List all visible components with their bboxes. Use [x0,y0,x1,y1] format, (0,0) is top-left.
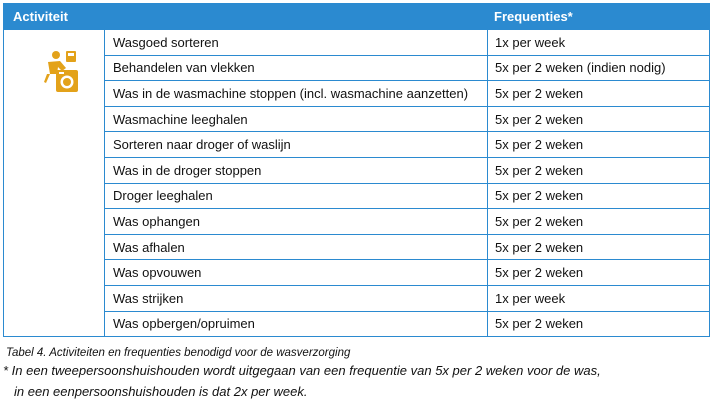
table-row [4,55,710,81]
task-cell: Droger leeghalen [105,183,488,209]
frequency-cell: 5x per 2 weken [488,209,710,235]
task-cell: Was opvouwen [105,260,488,286]
table-row [4,81,710,107]
frequency-cell: 1x per week [488,285,710,311]
footnote-line-2: in een eenpersoonshuishouden is dat 2x per week. [14,384,308,399]
table-row [4,106,710,132]
table-row [4,234,710,260]
task-cell: Wasgoed sorteren [105,30,488,56]
frequency-cell: 5x per 2 weken (indien nodig) [488,55,710,81]
frequency-cell: 5x per 2 weken [488,132,710,158]
frequency-cell: 5x per 2 weken [488,260,710,286]
table-row [4,285,710,311]
table-header-row [4,4,710,30]
header-activity: Activiteit [4,4,488,30]
frequency-cell: 5x per 2 weken [488,234,710,260]
task-cell: Was afhalen [105,234,488,260]
table-row [4,209,710,235]
frequency-cell: 5x per 2 weken [488,106,710,132]
table-body [4,30,710,337]
task-cell: Wasmachine leeghalen [105,106,488,132]
task-cell: Was in de droger stoppen [105,157,488,183]
task-cell: Sorteren naar droger of waslijn [105,132,488,158]
task-cell: Was strijken [105,285,488,311]
table-row [4,157,710,183]
activity-table-container [3,3,709,337]
task-cell: Was in de wasmachine stoppen (incl. wasmachine aanzetten) [105,81,488,107]
task-cell: Behandelen van vlekken [105,55,488,81]
frequency-cell: 1x per week [488,30,710,56]
footnote-line-1: * In een tweepersoonshuishouden wordt uitgegaan van een frequentie van 5x per 2 weken voor de was, [3,363,601,378]
icon-cell [4,30,105,337]
frequency-cell: 5x per 2 weken [488,157,710,183]
frequency-cell: 5x per 2 weken [488,311,710,337]
frequency-cell: 5x per 2 weken [488,81,710,107]
table-row [4,260,710,286]
table-caption: Tabel 4. Activiteiten en frequenties benodigd voor de wasverzorging [6,347,351,359]
frequency-cell: 5x per 2 weken [488,183,710,209]
header-frequency: Frequenties* [488,4,710,30]
activity-frequency-table [3,3,710,337]
task-cell: Was opbergen/opruimen [105,311,488,337]
laundry-person-icon [42,50,78,92]
task-cell: Was ophangen [105,209,488,235]
table-row [4,30,710,56]
table-row [4,183,710,209]
table-row [4,311,710,337]
table-row [4,132,710,158]
